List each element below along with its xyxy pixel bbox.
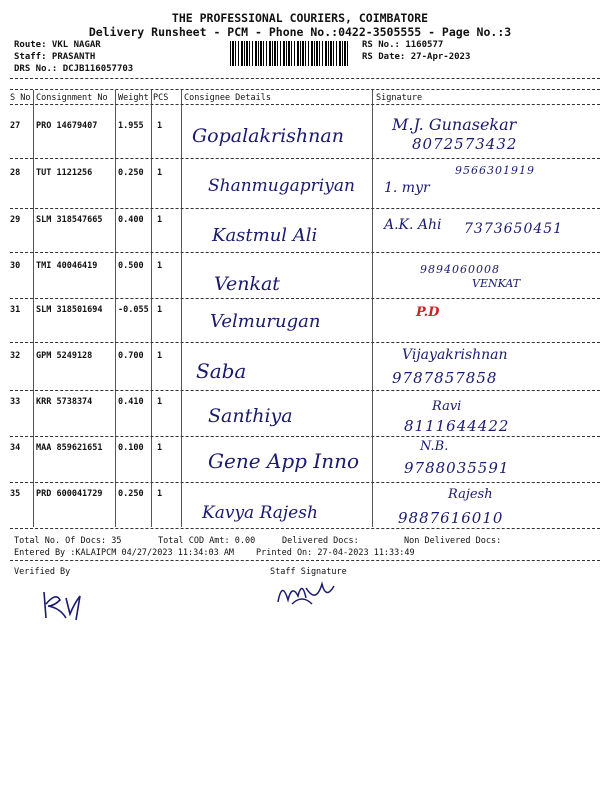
row-weight: 0.250 xyxy=(118,168,144,178)
row-weight: -0.055 xyxy=(118,305,149,315)
receiver-phone: 8111644422 xyxy=(404,417,510,435)
consignee-name: Velmurugan xyxy=(210,311,321,332)
divider xyxy=(10,528,600,529)
header-signature: Signature xyxy=(376,93,423,103)
column-divider xyxy=(115,90,116,527)
row-pcs: 1 xyxy=(157,397,163,407)
row-pcs: 1 xyxy=(157,215,163,225)
row-sno: 32 xyxy=(10,351,21,361)
staff-label: Staff: PRASANTH xyxy=(14,52,96,62)
header-consignment: Consignment No xyxy=(36,93,108,103)
divider xyxy=(10,390,600,391)
divider xyxy=(10,104,600,105)
row-consignment: PRD 600041729 xyxy=(36,489,103,499)
row-consignment: PRO 14679407 xyxy=(36,121,98,131)
rs-number: RS No.: 1160577 xyxy=(362,40,444,50)
row-sno: 30 xyxy=(10,261,21,271)
consignee-name: Saba xyxy=(196,359,247,383)
rs-date: RS Date: 27-Apr-2023 xyxy=(362,52,471,62)
row-pcs: 1 xyxy=(157,305,163,315)
receiver-phone: 8072573432 xyxy=(412,135,518,153)
divider xyxy=(10,560,600,561)
divider xyxy=(10,89,600,90)
row-sno: 28 xyxy=(10,168,21,178)
receiver-signature: N.B. xyxy=(420,439,449,454)
column-divider xyxy=(33,90,34,527)
receiver-signature: 1. myr xyxy=(384,180,430,196)
total-cod: Total COD Amt: 0.00 xyxy=(158,536,256,546)
pd-stamp: P.D xyxy=(416,305,440,320)
receiver-phone: 9894060008 xyxy=(420,263,500,276)
row-weight: 0.400 xyxy=(118,215,144,225)
receiver-signature: Rajesh xyxy=(448,487,493,502)
receiver-phone: 9566301919 xyxy=(455,164,535,177)
divider xyxy=(10,252,600,253)
row-sno: 31 xyxy=(10,305,21,315)
consignee-name: Kastmul Ali xyxy=(212,225,318,246)
verified-by-label: Verified By xyxy=(14,567,71,577)
row-sno: 35 xyxy=(10,489,21,499)
divider xyxy=(10,342,600,343)
consignee-name: Shanmugapriyan xyxy=(208,176,355,196)
receiver-phone: 9787857858 xyxy=(392,369,498,387)
row-pcs: 1 xyxy=(157,489,163,499)
row-pcs: 1 xyxy=(157,168,163,178)
row-sno: 34 xyxy=(10,443,21,453)
row-sno: 27 xyxy=(10,121,21,131)
row-pcs: 1 xyxy=(157,121,163,131)
divider xyxy=(10,298,600,299)
entered-by: Entered By :KALAIPCM 04/27/2023 11:34:03 AM xyxy=(14,548,235,558)
divider xyxy=(10,482,600,483)
consignee-name: Gene App Inno xyxy=(208,449,359,473)
row-sno: 29 xyxy=(10,215,21,225)
row-consignment: SLM 318501694 xyxy=(36,305,103,315)
divider xyxy=(10,436,600,437)
receiver-signature: M.J. Gunasekar xyxy=(392,115,517,134)
row-consignment: TMI 40046419 xyxy=(36,261,98,271)
header-consignee-details: Consignee Details xyxy=(184,93,271,103)
header-sno: S No xyxy=(10,93,31,103)
column-divider xyxy=(181,90,182,527)
receiver-signature: VENKAT xyxy=(472,277,521,290)
consignee-name: Gopalakrishnan xyxy=(192,125,344,147)
consignee-name: Santhiya xyxy=(208,405,293,427)
receiver-signature: Ravi xyxy=(432,399,462,414)
column-divider xyxy=(372,90,373,527)
non-delivered-docs: Non Delivered Docs: xyxy=(404,536,502,546)
row-pcs: 1 xyxy=(157,351,163,361)
receiver-signature: A.K. Ahi xyxy=(384,217,442,233)
row-pcs: 1 xyxy=(157,443,163,453)
runsheet-subtitle: Delivery Runsheet - PCM - Phone No.:0422-3505555 - Page No.:3 xyxy=(88,25,512,39)
total-docs: Total No. Of Docs: 35 xyxy=(14,536,122,546)
drs-number: DRS No.: DCJB116057703 xyxy=(14,64,134,74)
receiver-phone: 7373650451 xyxy=(464,221,564,237)
header-pcs: PCS xyxy=(153,93,169,103)
receiver-signature: Vijayakrishnan xyxy=(402,347,508,363)
verifier-signature xyxy=(36,584,86,624)
row-weight: 0.100 xyxy=(118,443,144,453)
barcode xyxy=(230,41,350,66)
receiver-phone: 9887616010 xyxy=(398,509,504,527)
row-weight: 0.500 xyxy=(118,261,144,271)
row-consignment: KRR 5738374 xyxy=(36,397,93,407)
row-consignment: SLM 318547665 xyxy=(36,215,103,225)
row-weight: 1.955 xyxy=(118,121,144,131)
row-weight: 0.410 xyxy=(118,397,144,407)
row-consignment: MAA 859621651 xyxy=(36,443,103,453)
row-pcs: 1 xyxy=(157,261,163,271)
company-title: THE PROFESSIONAL COURIERS, COIMBATORE xyxy=(171,11,429,25)
staff-signature-label: Staff Signature xyxy=(270,567,347,577)
row-weight: 0.250 xyxy=(118,489,144,499)
column-divider xyxy=(151,90,152,527)
divider xyxy=(10,208,600,209)
header-weight: Weight xyxy=(118,93,149,103)
consignee-name: Kavya Rajesh xyxy=(202,503,318,523)
consignee-name: Venkat xyxy=(214,273,280,295)
row-consignment: GPM 5249128 xyxy=(36,351,93,361)
delivered-docs: Delivered Docs: xyxy=(282,536,359,546)
divider xyxy=(10,158,600,159)
staff-signature xyxy=(272,574,342,610)
row-weight: 0.700 xyxy=(118,351,144,361)
divider xyxy=(10,78,600,79)
printed-on: Printed On: 27-04-2023 11:33:49 xyxy=(256,548,415,558)
row-sno: 33 xyxy=(10,397,21,407)
row-consignment: TUT 1121256 xyxy=(36,168,93,178)
receiver-phone: 9788035591 xyxy=(404,459,510,477)
route-label: Route: VKL NAGAR xyxy=(14,40,101,50)
